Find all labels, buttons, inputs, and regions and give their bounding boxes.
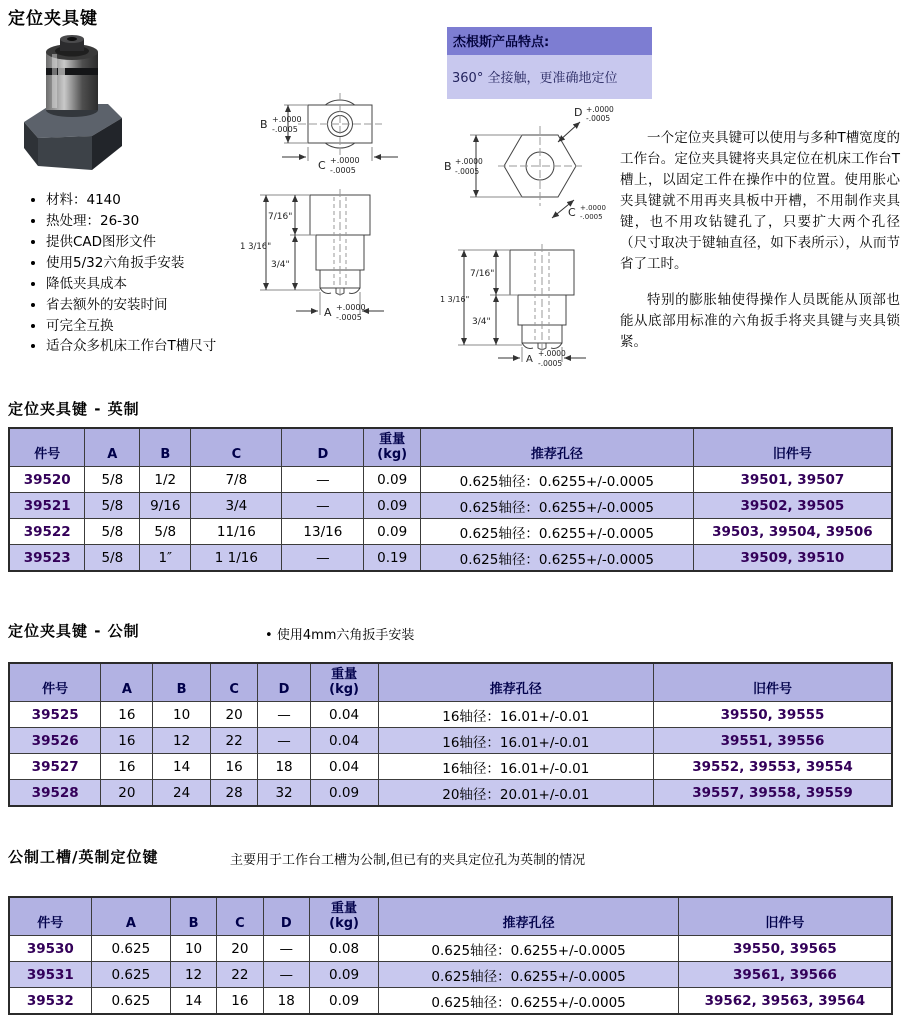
table-cell: 0.04 — [310, 728, 378, 754]
table-cell: 18 — [258, 754, 310, 780]
table-row — [9, 728, 892, 754]
column-header: D — [258, 663, 310, 702]
feature-bullet: • 热处理：26-30 — [46, 211, 261, 232]
dim-label-c: C — [318, 159, 326, 172]
column-header: 旧件号 — [693, 428, 892, 467]
part-number-cell: 39520 — [9, 467, 85, 493]
table-cell: 10 — [153, 702, 210, 728]
tolerance-minus: -.0005 — [580, 213, 603, 221]
table-cell: 0.625轴径：0.6255+/-0.0005 — [420, 545, 693, 572]
table-cell: — — [282, 545, 364, 572]
dim-3-4: 3/4" — [271, 260, 290, 270]
tolerance-minus: -.0005 — [330, 166, 356, 175]
dim-7-16: 7/16" — [470, 269, 495, 279]
table-cell: 0.09 — [364, 519, 421, 545]
tolerance-plus: +.0000 — [580, 204, 606, 212]
page-title: 定位夹具键 — [8, 9, 98, 29]
column-header: D — [282, 428, 364, 467]
old-part-number-cell: 39550, 39555 — [654, 702, 892, 728]
table-cell: 12 — [171, 962, 217, 988]
table-cell: 16轴径：16.01+/-0.01 — [378, 754, 653, 780]
tolerance-plus: +.0000 — [272, 115, 302, 124]
table-cell: 14 — [171, 988, 217, 1015]
part-number-cell: 39528 — [9, 780, 101, 807]
table-cell: — — [282, 493, 364, 519]
column-header: 重量 (kg) — [364, 428, 421, 467]
part-number-cell: 39530 — [9, 936, 91, 962]
intro-paragraph-1: 一个定位夹具键可以使用与多种T槽宽度的工作台。定位夹具键将夹具定位在机床工作台T槽上，以固定工件在操作中的位置。使用胀心夹具键就不用再夹具板中开槽，不用制作夹具键，也不用攻钻键孔了，只要扩大两个孔径（尺寸取决于键轴直径，如下表所示），从而节省了工时。 — [620, 130, 900, 272]
dim-label-a: A — [526, 354, 533, 365]
column-header: C — [191, 428, 282, 467]
intro-paragraph-2: 特别的膨胀轴使得操作人员既能从顶部也能从底部用标准的六角扳手将夹具键与夹具锁紧。 — [620, 292, 900, 351]
table-row — [9, 780, 892, 807]
table-cell: 10 — [171, 936, 217, 962]
column-header: 推荐孔径 — [420, 428, 693, 467]
tolerance-plus: +.0000 — [538, 349, 566, 358]
table-cell: 0.19 — [364, 545, 421, 572]
table-cell: — — [258, 728, 310, 754]
column-header: C — [210, 663, 258, 702]
table-cell: 16 — [216, 988, 263, 1015]
table-cell: 0.625轴径：0.6255+/-0.0005 — [420, 493, 693, 519]
column-header: D — [263, 897, 309, 936]
table-cell: 20 — [210, 702, 258, 728]
column-header: 旧件号 — [654, 663, 892, 702]
table-cell: 0.09 — [364, 493, 421, 519]
part-number-cell: 39523 — [9, 545, 85, 572]
dim-1-3-16: 1 3/16" — [440, 295, 470, 304]
table-cell: — — [282, 467, 364, 493]
table-row — [9, 962, 892, 988]
table-row — [9, 988, 892, 1015]
table-cell: 16轴径：16.01+/-0.01 — [378, 728, 653, 754]
dim-label-b: B — [444, 160, 452, 173]
intro-text — [620, 128, 900, 369]
metric-note-text: 使用4mm六角扳手安装 — [276, 628, 415, 643]
product-photo — [12, 30, 132, 175]
table-cell: 16 — [101, 754, 153, 780]
feature-bullet: • 可完全互换 — [46, 316, 261, 337]
column-header: B — [171, 897, 217, 936]
old-part-number-cell: 39501, 39507 — [693, 467, 892, 493]
old-part-number-cell: 39550, 39565 — [678, 936, 892, 962]
old-part-number-cell: 39562, 39563, 39564 — [678, 988, 892, 1015]
old-part-number-cell: 39509, 39510 — [693, 545, 892, 572]
tolerance-plus: +.0000 — [586, 105, 614, 114]
table-cell: 1/2 — [140, 467, 191, 493]
dim-label-c: C — [568, 206, 576, 219]
column-header: 推荐孔径 — [378, 663, 653, 702]
table-cell: 24 — [153, 780, 210, 807]
table-cell: 20 — [101, 780, 153, 807]
dim-label-a: A — [324, 306, 332, 319]
part-number-cell: 39521 — [9, 493, 85, 519]
tolerance-plus: +.0000 — [330, 156, 360, 165]
table-row — [9, 702, 892, 728]
tolerance-minus: -.0005 — [455, 167, 480, 176]
table-cell: 16 — [101, 702, 153, 728]
table-cell: 0.09 — [309, 962, 379, 988]
table-cell: — — [258, 702, 310, 728]
table-cell: 32 — [258, 780, 310, 807]
table-cell: 0.09 — [309, 988, 379, 1015]
technical-drawing-hex-key — [440, 100, 615, 370]
tolerance-plus: +.0000 — [336, 303, 366, 312]
table-cell: — — [263, 936, 309, 962]
column-header: A — [91, 897, 170, 936]
dim-3-4: 3/4" — [472, 317, 491, 327]
table-cell: 14 — [153, 754, 210, 780]
table-cell: 0.04 — [310, 702, 378, 728]
table-cell: 12 — [153, 728, 210, 754]
table-row — [9, 493, 892, 519]
table-cell: 18 — [263, 988, 309, 1015]
table-cell: 1″ — [140, 545, 191, 572]
old-part-number-cell: 39502, 39505 — [693, 493, 892, 519]
technical-drawing-rect-key — [240, 85, 440, 335]
table-cell: 0.08 — [309, 936, 379, 962]
feature-bullet: • 适合众多机床工作台T槽尺寸 — [46, 336, 261, 357]
table-cell: 16轴径：16.01+/-0.01 — [378, 702, 653, 728]
table-cell: 0.625轴径：0.6255+/-0.0005 — [420, 519, 693, 545]
tolerance-minus: -.0005 — [586, 114, 611, 123]
table-row — [9, 545, 892, 572]
table-cell: 5/8 — [85, 519, 140, 545]
table-cell: 5/8 — [140, 519, 191, 545]
column-header: 旧件号 — [678, 897, 892, 936]
section-title-imperial: 定位夹具键 - 英制 — [8, 400, 140, 418]
table-row — [9, 936, 892, 962]
column-header: C — [216, 897, 263, 936]
part-number-cell: 39532 — [9, 988, 91, 1015]
column-header: 件号 — [9, 428, 85, 467]
dim-label-d: D — [574, 106, 583, 119]
table-cell: 0.625轴径：0.6255+/-0.0005 — [420, 467, 693, 493]
table-cell: 16 — [210, 754, 258, 780]
table-cell: 0.625轴径：0.6255+/-0.0005 — [379, 962, 678, 988]
table-cell: 5/8 — [85, 467, 140, 493]
part-number-cell: 39526 — [9, 728, 101, 754]
column-header: A — [85, 428, 140, 467]
table-cell: 0.625轴径：0.6255+/-0.0005 — [379, 936, 678, 962]
column-header: 件号 — [9, 663, 101, 702]
imperial-table — [8, 427, 893, 572]
metric-slot-note: 主要用于工作台工槽为公制,但已有的夹具定位孔为英制的情况 — [230, 853, 586, 868]
column-header: 件号 — [9, 897, 91, 936]
tolerance-plus: +.0000 — [455, 157, 483, 166]
section-title-metric: 定位夹具键 - 公制 — [8, 622, 140, 640]
dim-7-16: 7/16" — [268, 212, 293, 222]
table-cell: 20 — [216, 936, 263, 962]
table-cell: 0.04 — [310, 754, 378, 780]
old-part-number-cell: 39561, 39566 — [678, 962, 892, 988]
table-row — [9, 754, 892, 780]
table-cell: 22 — [216, 962, 263, 988]
dim-label-b: B — [260, 118, 268, 131]
column-header: 重量 (kg) — [309, 897, 379, 936]
table-row — [9, 519, 892, 545]
metric-table — [8, 662, 893, 807]
old-part-number-cell: 39551, 39556 — [654, 728, 892, 754]
table-cell: 0.625 — [91, 962, 170, 988]
feature-bullet-list — [28, 190, 261, 357]
feature-box-header: 杰根斯产品特点: — [447, 27, 652, 55]
table-cell: 9/16 — [140, 493, 191, 519]
feature-bullet: • 降低夹具成本 — [46, 274, 261, 295]
table-cell: 20轴径：20.01+/-0.01 — [378, 780, 653, 807]
old-part-number-cell: 39552, 39553, 39554 — [654, 754, 892, 780]
table-cell: 0.625 — [91, 936, 170, 962]
table-cell: 7/8 — [191, 467, 282, 493]
table-cell: 1 1/16 — [191, 545, 282, 572]
product-feature-box — [447, 27, 652, 99]
table-cell: 5/8 — [85, 545, 140, 572]
table-cell: 0.09 — [310, 780, 378, 807]
column-header: A — [101, 663, 153, 702]
old-part-number-cell: 39557, 39558, 39559 — [654, 780, 892, 807]
column-header: 重量 (kg) — [310, 663, 378, 702]
part-number-cell: 39531 — [9, 962, 91, 988]
column-header: 推荐孔径 — [379, 897, 678, 936]
old-part-number-cell: 39503, 39504, 39506 — [693, 519, 892, 545]
table-cell: 22 — [210, 728, 258, 754]
table-row — [9, 467, 892, 493]
table-cell: 16 — [101, 728, 153, 754]
table-cell: 28 — [210, 780, 258, 807]
feature-bullet: • 材料：4140 — [46, 190, 261, 211]
table-cell: 11/16 — [191, 519, 282, 545]
part-number-cell: 39527 — [9, 754, 101, 780]
table-cell: 0.09 — [364, 467, 421, 493]
column-header: B — [153, 663, 210, 702]
table-cell: 5/8 — [85, 493, 140, 519]
tolerance-minus: -.0005 — [336, 313, 362, 322]
tolerance-minus: -.0005 — [272, 125, 298, 134]
tolerance-minus: -.0005 — [538, 359, 563, 368]
column-header: B — [140, 428, 191, 467]
dim-1-3-16: 1 3/16" — [240, 242, 272, 252]
feature-box-body: 360° 全接触，更准确地定位 — [447, 55, 652, 99]
metric-install-note — [265, 624, 414, 643]
section-title-metric-slot: 公制工槽/英制定位键 — [8, 848, 159, 866]
table-cell: 13/16 — [282, 519, 364, 545]
feature-bullet: • 使用5/32六角扳手安装 — [46, 253, 261, 274]
table-cell: 0.625 — [91, 988, 170, 1015]
metric-slot-table — [8, 896, 893, 1015]
table-cell: 0.625轴径：0.6255+/-0.0005 — [379, 988, 678, 1015]
table-cell: — — [263, 962, 309, 988]
part-number-cell: 39522 — [9, 519, 85, 545]
feature-bullet: • 提供CAD图形文件 — [46, 232, 261, 253]
part-number-cell: 39525 — [9, 702, 101, 728]
table-cell: 3/4 — [191, 493, 282, 519]
bullet-dot: • — [265, 628, 277, 643]
feature-bullet: • 省去额外的安装时间 — [46, 295, 261, 316]
